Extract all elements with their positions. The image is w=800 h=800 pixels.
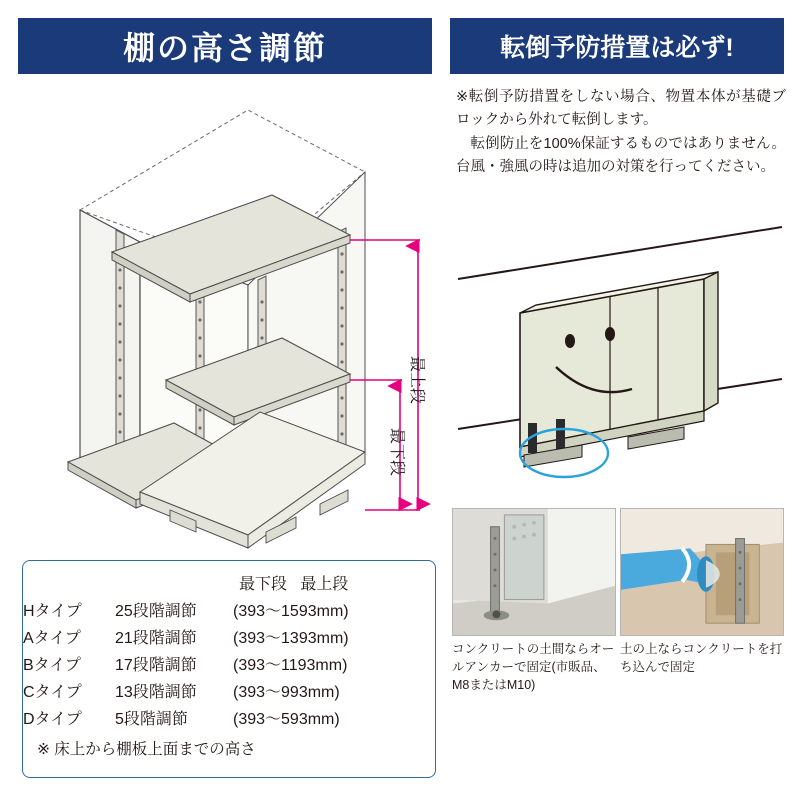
anchor-bracket-2 xyxy=(556,419,565,449)
anchored-shed-illustration xyxy=(452,215,788,505)
row-range: (393〜1393mm) xyxy=(233,630,349,647)
label-bottom-shelf: 最下段 xyxy=(388,427,405,477)
section-title-shelf-adjust: 棚の高さ調節 xyxy=(18,18,432,74)
photo-soil-concrete xyxy=(620,508,784,636)
table-row xyxy=(23,623,435,650)
row-type: Bタイプ xyxy=(23,657,81,674)
table-row xyxy=(23,677,435,704)
shelf-height-table xyxy=(22,560,436,778)
shelf-height-table-grid xyxy=(23,569,435,731)
caption-soil-concrete: 土の上ならコンクリートを打ち込んで固定 xyxy=(620,642,783,675)
row-range: (393〜993mm) xyxy=(233,684,340,701)
table-row xyxy=(23,650,435,677)
table-row xyxy=(23,596,435,623)
table-header-range xyxy=(233,569,435,596)
label-top-shelf: 最上段 xyxy=(408,355,425,405)
table-header-min-label: 最下段 xyxy=(239,576,288,593)
post-right-back xyxy=(338,228,346,478)
caption-concrete-anchor: コンクリートの土間ならオールアンカーで固定(市販品、M8またはM10) xyxy=(452,642,615,693)
row-steps: 5段階調節 xyxy=(115,711,188,728)
table-row xyxy=(23,704,435,731)
table-header-row xyxy=(23,569,435,596)
tipover-note-line1: ※転倒予防措置をしない場合、物置本体が基礎ブロックから外れて転倒します。 xyxy=(456,89,786,129)
face-eye-right xyxy=(605,327,615,341)
row-type: Aタイプ xyxy=(23,630,81,647)
row-steps: 17段階調節 xyxy=(115,657,197,674)
row-range: (393〜593mm) xyxy=(233,711,340,728)
section-title-tipover-prevention: 転倒予防措置は必ず! xyxy=(450,18,784,74)
row-type: Dタイプ xyxy=(23,711,82,728)
table-header-max-label: 最上段 xyxy=(300,576,349,593)
row-type: Hタイプ xyxy=(23,603,82,620)
row-steps: 25段階調節 xyxy=(115,603,197,620)
face-eye-left xyxy=(565,334,575,348)
tipover-note-line2: 転倒防止を100%保証するものではありません。台風・強風の時は追加の対策を行ってください。 xyxy=(456,135,786,176)
tipover-note xyxy=(456,86,786,180)
row-type: Cタイプ xyxy=(23,684,82,701)
row-steps: 13段階調節 xyxy=(115,684,197,701)
table-footnote: ※ 床上から棚板上面までの高さ xyxy=(37,741,256,758)
table-header-blank2 xyxy=(115,569,233,596)
row-range: (393〜1193mm) xyxy=(233,657,348,674)
table-header-blank1 xyxy=(23,569,115,596)
photo-concrete-anchor xyxy=(452,508,616,636)
row-steps: 21段階調節 xyxy=(115,630,197,647)
shed-shelf-illustration xyxy=(20,80,440,550)
row-range: (393〜1593mm) xyxy=(233,603,349,620)
